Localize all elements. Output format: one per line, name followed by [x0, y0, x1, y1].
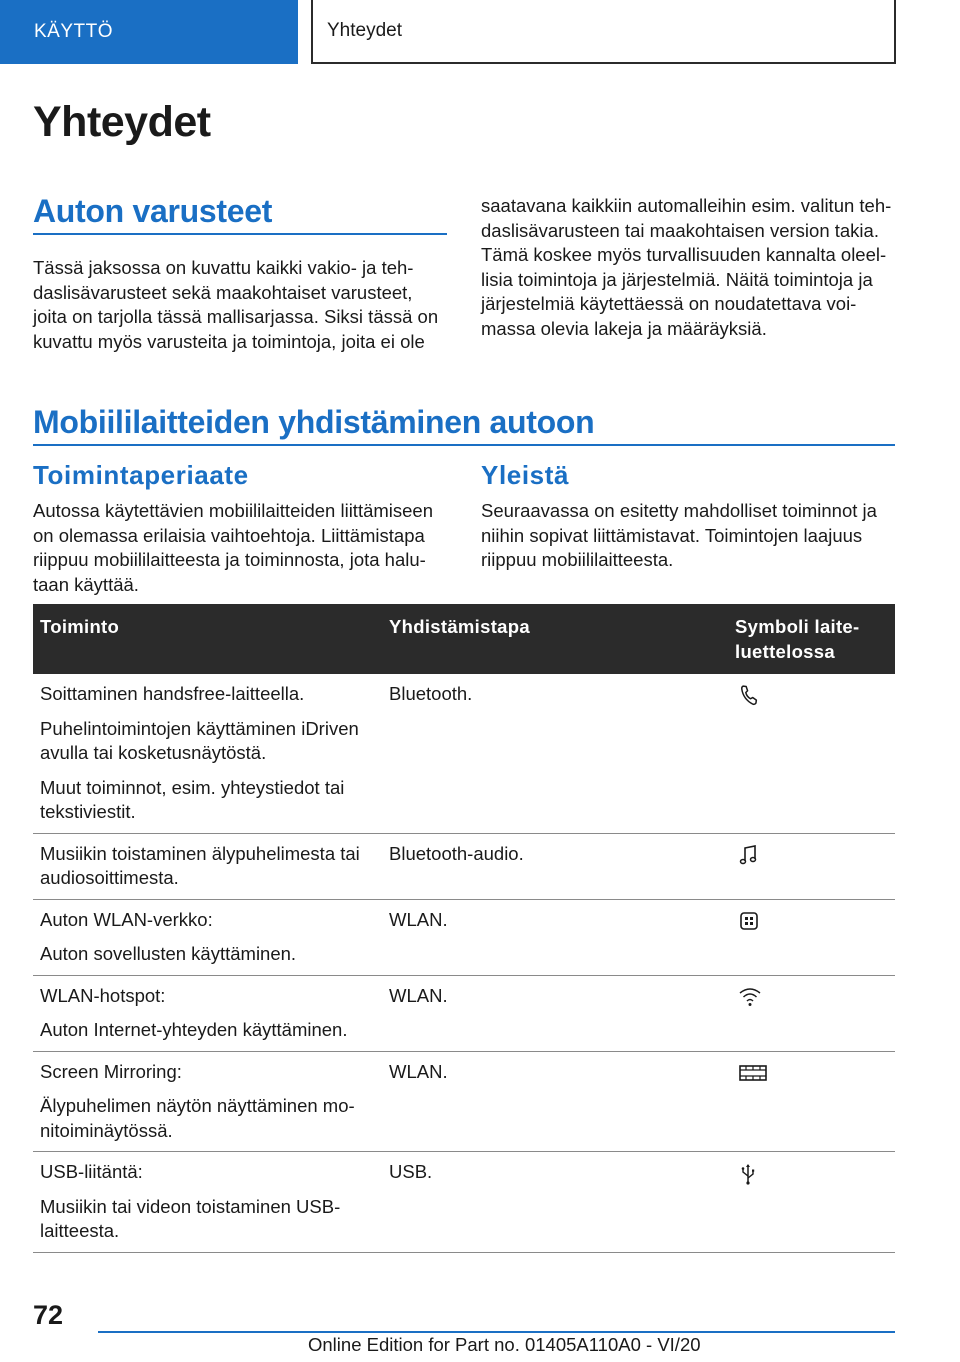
- header-function: Toiminto: [33, 604, 382, 674]
- function-text: Auton WLAN-verkko:: [40, 908, 213, 930]
- function-text: Soittaminen handsfree-laitteella.: [40, 683, 305, 704]
- function-text: Älypuhelimen näytön näyttäminen mo- nitoiminäytössä.: [40, 1095, 355, 1141]
- apps-icon: [738, 910, 760, 939]
- mobile-heading: Mobiililaitteiden yhdistäminen autoon: [33, 404, 595, 440]
- footer-rule: [98, 1331, 895, 1333]
- function-text: Auton sovellusten käyttäminen.: [40, 943, 297, 964]
- principle-heading: Toimintaperiaate: [33, 460, 249, 490]
- intro-text-right: saatavana kaikkiin automalleihin esim. valitun teh- daslisävarusteen tai maakohtaisen version takia. Tämä koskee myös turvallisuuden kannalta oleel- lisia toimintoja ja järjestelmiä. Näitä toimintoja ja järjestelmiä käytettäessä on noudatettava voi- massa olevia lakeja ja määräyksiä.: [481, 195, 892, 339]
- table-header-row: [33, 604, 895, 674]
- page-number: 72: [33, 1300, 64, 1330]
- general-heading: Yleistä: [481, 460, 570, 490]
- function-cell: [33, 975, 382, 1051]
- function-cell: [33, 1152, 382, 1253]
- table-row: [33, 899, 895, 975]
- principle-text: Autossa käytettävien mobiililaitteiden liittämiseen on olemassa erilaisia vaihtoehtoja. Liittämistapa riippuu mobiililaitteesta ja toiminnosta, jota halu- taan käyttää.: [33, 500, 434, 595]
- music-note-icon: [738, 844, 760, 873]
- function-cell: [33, 1051, 382, 1152]
- function-text: Screen Mirroring:: [40, 1060, 182, 1082]
- phone-icon: [738, 684, 760, 713]
- function-text: WLAN-hotspot:: [40, 984, 166, 1006]
- function-text: Musiikin toistaminen älypuhelimesta tai audiosoittimesta.: [40, 842, 360, 888]
- symbol-cell: [728, 975, 895, 1051]
- connection-table: [33, 604, 895, 1253]
- usb-icon: [738, 1162, 758, 1193]
- screen-mirroring-icon: [738, 1062, 768, 1091]
- function-cell: [33, 833, 382, 899]
- header-symbol: Symboli laite- luettelossa: [728, 604, 895, 674]
- chapter-tab: Yhteydet: [311, 0, 896, 64]
- function-text: Auton Internet-yhteyden käyttäminen.: [40, 1019, 348, 1040]
- intro-text-left: Tässä jaksossa on kuvattu kaikki vakio- ja teh- daslisävarusteet sekä maakohtaiset varusteet, joita on tarjolla tässä mallisarjassa. Siksi tässä on kuvattu myös varusteita ja toimintoja, joita ei ole: [33, 257, 439, 352]
- general-text: Seuraavassa on esitetty mahdolliset toiminnot ja niihin sopivat liittämistavat. Toimintojen laajuus riippuu mobiililaitteesta.: [481, 500, 877, 570]
- table-row: [33, 1051, 895, 1152]
- wifi-icon: [738, 986, 762, 1015]
- method-cell: WLAN.: [382, 899, 728, 975]
- symbol-cell: [728, 899, 895, 975]
- mobile-heading-rule: [33, 444, 895, 446]
- header-method: Yhdistämistapa: [382, 604, 728, 674]
- symbol-cell: [728, 674, 895, 833]
- symbol-cell: [728, 1051, 895, 1152]
- symbol-cell: [728, 833, 895, 899]
- table-row: [33, 1152, 895, 1253]
- table-row: [33, 975, 895, 1051]
- section-tab: KÄYTTÖ: [0, 0, 298, 64]
- intro-heading-rule: [33, 233, 447, 235]
- function-text: USB-liitäntä:: [40, 1161, 143, 1182]
- symbol-cell: [728, 1152, 895, 1253]
- method-cell: Bluetooth.: [382, 674, 728, 833]
- method-cell: Bluetooth-audio.: [382, 833, 728, 899]
- method-cell: USB.: [382, 1152, 728, 1253]
- function-cell: [33, 899, 382, 975]
- intro-heading: Auton varusteet: [33, 193, 273, 229]
- page-title: Yhteydet: [33, 98, 211, 146]
- function-text: Musiikin tai videon toistaminen USB- laitteesta.: [40, 1195, 341, 1241]
- table-row: [33, 674, 895, 833]
- table-row: [33, 833, 895, 899]
- method-cell: WLAN.: [382, 1051, 728, 1152]
- function-cell: [33, 674, 382, 833]
- method-cell: WLAN.: [382, 975, 728, 1051]
- function-text: Puhelintoimintojen käyttäminen iDriven avulla tai kosketusnäytöstä.: [40, 717, 359, 763]
- function-text: Muut toiminnot, esim. yhteystiedot tai tekstiviestit.: [40, 776, 345, 822]
- footer-edition-text: Online Edition for Part no. 01405A110A0 - VI/20: [308, 1334, 701, 1355]
